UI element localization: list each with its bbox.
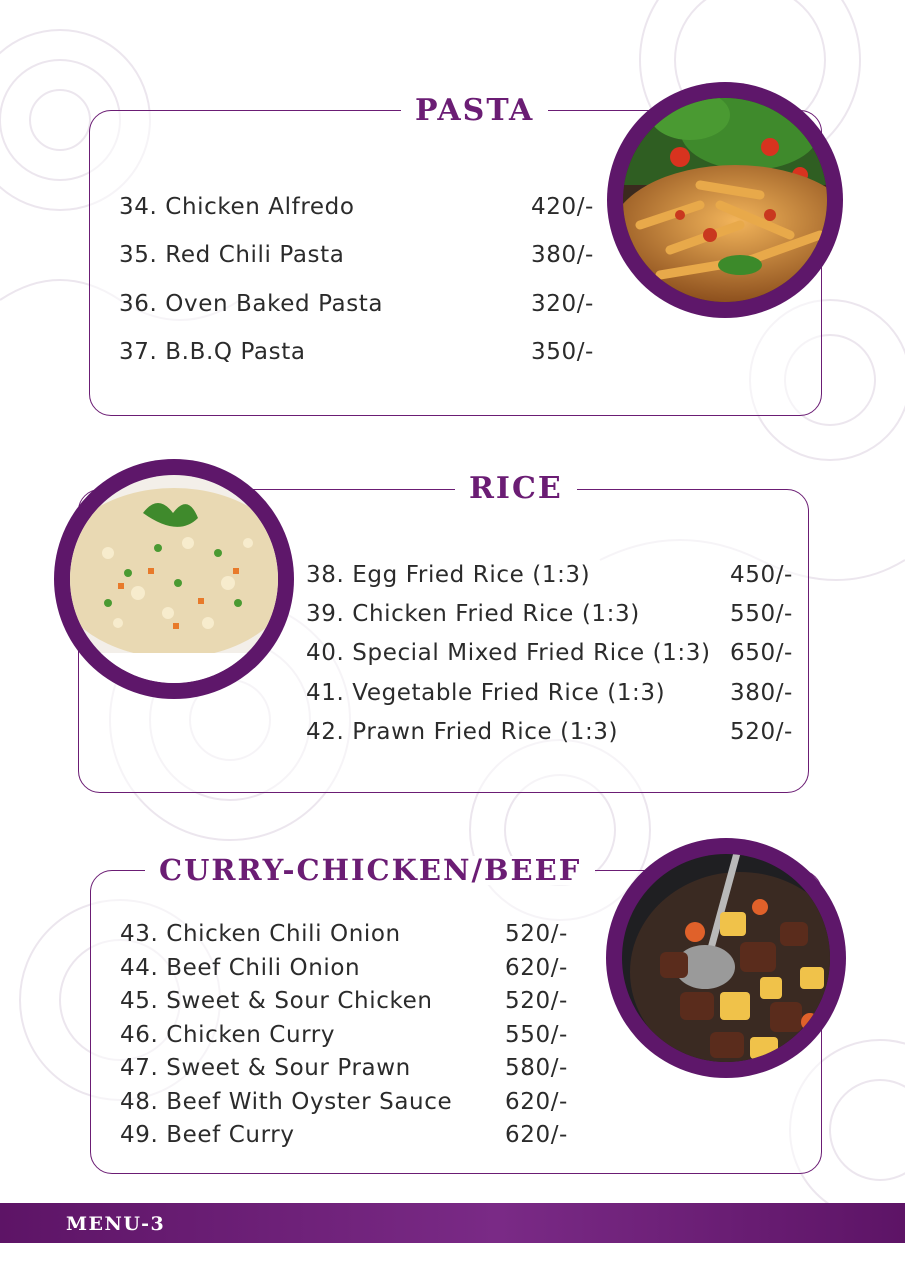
menu-item-name: 35. Red Chili Pasta	[119, 242, 345, 268]
menu-item-price: 650/-	[730, 640, 793, 666]
menu-item-name: 42. Prawn Fried Rice (1:3)	[306, 719, 619, 745]
curry-section-title: CURRY-CHICKEN/BEEF	[145, 856, 595, 885]
menu-item-name: 40. Special Mixed Fried Rice (1:3)	[306, 640, 711, 666]
menu-item-price: 520/-	[505, 988, 568, 1014]
fried-rice-photo	[48, 453, 300, 705]
menu-item-price: 380/-	[730, 680, 793, 706]
menu-item-price: 520/-	[505, 921, 568, 947]
menu-item-name: 36. Oven Baked Pasta	[119, 291, 384, 317]
menu-item-name: 49. Beef Curry	[120, 1122, 295, 1148]
menu-item-price: 620/-	[505, 955, 568, 981]
menu-item-price: 550/-	[730, 601, 793, 627]
menu-item-price: 620/-	[505, 1122, 568, 1148]
menu-item-price: 320/-	[531, 291, 594, 317]
menu-item-price: 420/-	[531, 194, 594, 220]
menu-item-name: 34. Chicken Alfredo	[119, 194, 355, 220]
rice-section-title: RICE	[455, 474, 577, 504]
menu-item-price: 380/-	[531, 242, 594, 268]
menu-item-name: 47. Sweet & Sour Prawn	[120, 1055, 411, 1081]
menu-item-price: 450/-	[730, 562, 793, 588]
menu-item-name: 37. B.B.Q Pasta	[119, 339, 306, 365]
menu-item-price: 580/-	[505, 1055, 568, 1081]
menu-item-name: 39. Chicken Fried Rice (1:3)	[306, 601, 640, 627]
menu-item-name: 44. Beef Chili Onion	[120, 955, 361, 981]
menu-item-name: 45. Sweet & Sour Chicken	[120, 988, 433, 1014]
menu-item-name: 46. Chicken Curry	[120, 1022, 336, 1048]
menu-item-price: 520/-	[730, 719, 793, 745]
menu-item-name: 43. Chicken Chili Onion	[120, 921, 401, 947]
menu-item-price: 620/-	[505, 1089, 568, 1115]
pasta-section-title: PASTA	[401, 96, 548, 126]
menu-item-price: 550/-	[505, 1022, 568, 1048]
menu-item-price: 350/-	[531, 339, 594, 365]
menu-item-name: 48. Beef With Oyster Sauce	[120, 1089, 453, 1115]
menu-item-name: 41. Vegetable Fried Rice (1:3)	[306, 680, 666, 706]
beef-curry-photo	[600, 832, 852, 1084]
menu-item-name: 38. Egg Fried Rice (1:3)	[306, 562, 591, 588]
footer-bar	[0, 1203, 905, 1243]
pasta-dish-photo	[600, 75, 850, 325]
page-label: MENU-3	[66, 1213, 166, 1235]
